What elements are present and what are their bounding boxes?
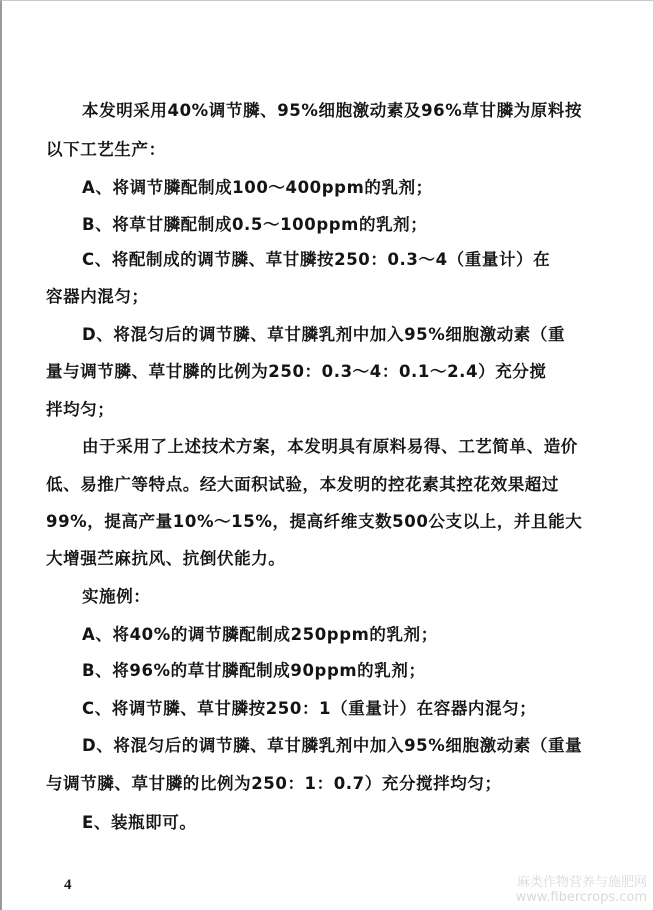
text-line: A、将调节膦配制成100～400ppm的乳剂； <box>82 178 433 197</box>
text-line: 低、易推广等特点。经大面积试验，本发明的控花素其控花效果超过 <box>46 475 559 494</box>
text-line: 本发明采用40%调节膦、95%细胞激动素及96%草甘膦为原料按 <box>82 101 583 120</box>
text-line: B、将96%的草甘膦配制成90ppm的乳剂； <box>82 661 426 680</box>
page-number: 4 <box>64 877 72 893</box>
text-line: 以下工艺生产： <box>46 140 166 159</box>
text-line: 实施例： <box>82 587 151 606</box>
text-line: E、装瓶即可。 <box>82 813 197 832</box>
watermark-url: www.fibercrops.com <box>515 890 647 906</box>
text-line: 由于采用了上述技术方案，本发明具有原料易得、工艺简单、造价 <box>82 437 578 456</box>
text-line: 容器内混匀； <box>46 287 149 306</box>
text-line: C、将配制成的调节膦、草甘膦按250：0.3～4（重量计）在 <box>82 250 551 269</box>
text-line: 拌均匀； <box>46 400 115 419</box>
text-line: C、将调节膦、草甘膦按250：1（重量计）在容器内混匀； <box>82 699 537 718</box>
text-line: 99%，提高产量10%～15%，提高纤维支数500公支以上，并且能大 <box>46 512 583 531</box>
text-line: 大增强苎麻抗风、抗倒伏能力。 <box>46 549 286 568</box>
text-line: 量与调节膦、草甘膦的比例为250：0.3～4：0.1～2.4）充分搅 <box>46 362 547 381</box>
text-line: D、将混匀后的调节膦、草甘膦乳剂中加入95%细胞激动素（重 <box>82 325 566 344</box>
text-line: A、将40%的调节膦配制成250ppm的乳剂； <box>82 625 438 644</box>
watermark-text: 麻类作物营养与施肥网 <box>516 875 647 891</box>
text-line: 与调节膦、草甘膦的比例为250：1：0.7）充分搅拌均匀； <box>46 774 502 793</box>
text-line: D、将混匀后的调节膦、草甘膦乳剂中加入95%细胞激动素（重量 <box>82 736 583 755</box>
text-line: B、将草甘膦配制成0.5～100ppm的乳剂； <box>82 215 428 234</box>
watermark <box>516 876 647 906</box>
